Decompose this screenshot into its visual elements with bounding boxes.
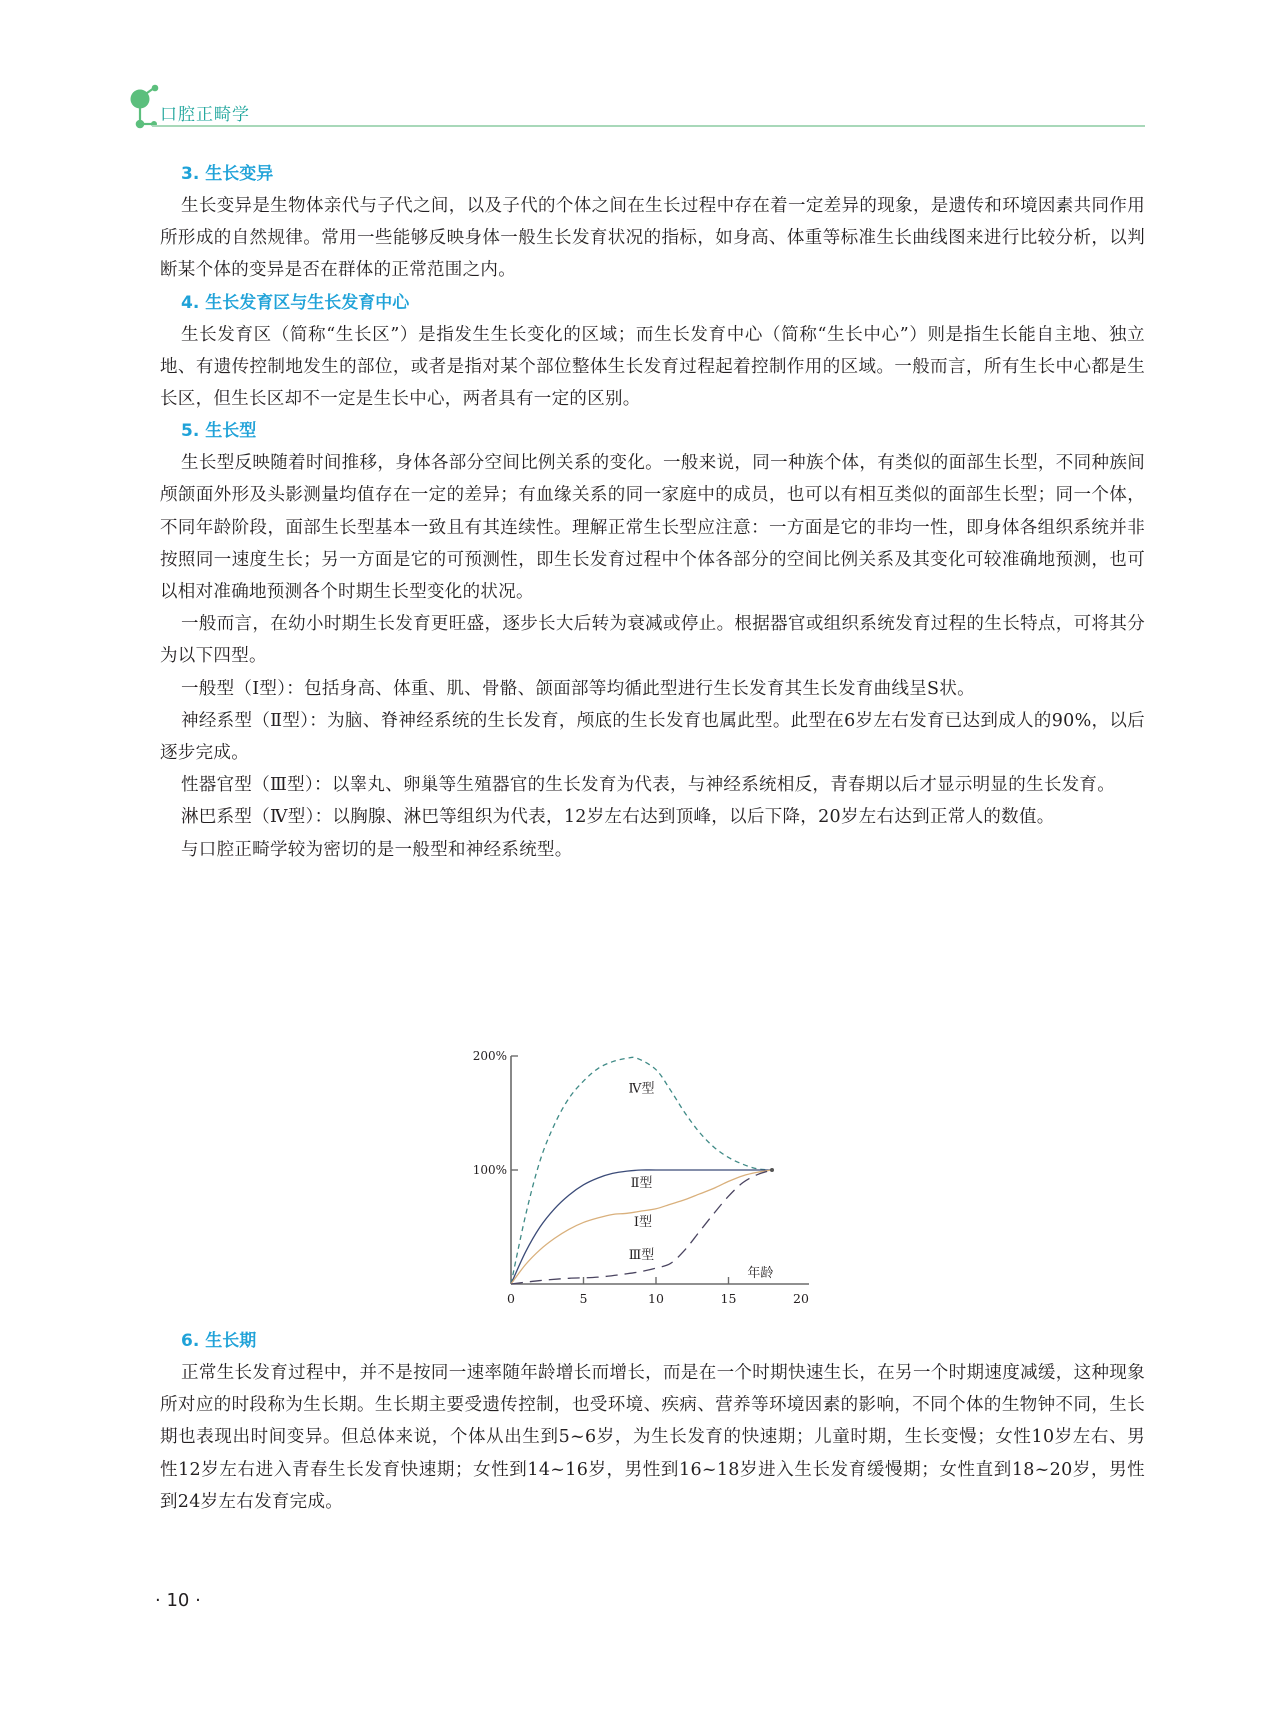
- x-tick-label: 5: [579, 1291, 588, 1306]
- paragraph: 与口腔正畸学较为密切的是一般型和神经系统型。: [181, 839, 573, 860]
- chart-svg: [440, 1040, 830, 1320]
- curves-end-point: [770, 1168, 774, 1172]
- x-tick-label: 20: [793, 1291, 809, 1306]
- page-number: · 10 ·: [155, 1590, 201, 1611]
- y-tick-label: 200%: [472, 1049, 507, 1063]
- section-6: [160, 1325, 1145, 1518]
- paragraph: 生长发育区（简称“生长区”）是指发生生长变化的区域；而生长发育中心（简称“生长中心”）则是指生长能自主地、独立地、有遗传控制地发生的部位，或者是指对某个部位整体生长发育过程起着控制作用的区域。一般而言，所有生长中心都是生长区，但生长区却不一定是生长中心，两者具有一定的区别。: [160, 324, 1145, 410]
- x-tick-label: 0: [507, 1291, 515, 1306]
- running-header: [130, 84, 1145, 134]
- label-type-ii: Ⅱ型: [630, 1176, 653, 1192]
- x-axis-label: 年龄: [747, 1266, 774, 1281]
- label-type-iv: Ⅳ型: [628, 1081, 655, 1097]
- section-heading: 4. 生长发育区与生长发育中心: [181, 292, 410, 313]
- main-content: [160, 158, 1145, 866]
- section-heading: 3. 生长变异: [181, 164, 274, 184]
- paragraph: 淋巴系型（Ⅳ型）：以胸腺、淋巴等组织为代表，12岁左右达到顶峰，以后下降，20岁左右达到正常人的数值。: [181, 807, 1055, 828]
- header-rule: [152, 125, 1145, 127]
- section-heading: 5. 生长型: [181, 421, 257, 442]
- paragraph: 生长型反映随着时间推移，身体各部分空间比例关系的变化。一般来说，同一种族个体，有类似的面部生长型，不同种族间颅颌面外形及头影测量均值存在一定的差异；有血缘关系的同一家庭中的成员，也可以有相互类似的面部生长型；同一个体，不同年龄阶段，面部生长型基本一致且有其连续性。理解正常生长型应注意：一方面是它的非均一性，即身体各组织系统并非按照同一速度生长；另一方面是它的可预测性，即生长发育过程中个体各部分的空间比例关系及其变化可较准确地预测，也可以相对准确地预测各个时期生长型变化的状况。: [160, 453, 1145, 603]
- x-tick-label: 10: [648, 1291, 664, 1306]
- paragraph: 一般型（Ⅰ型）：包括身高、体重、肌、骨骼、颌面部等均循此型进行生长发育其生长发育曲线呈S状。: [181, 678, 975, 699]
- paragraph: 一般而言，在幼小时期生长发育更旺盛，逐步长大后转为衰减或停止。根据器官或组织系统发育过程的生长特点，可将其分为以下四型。: [160, 614, 1145, 667]
- x-tick-label: 15: [720, 1291, 737, 1306]
- growth-type-chart: [440, 1040, 830, 1320]
- y-tick-label: 100%: [472, 1163, 507, 1177]
- paragraph: 神经系型（Ⅱ型）：为脑、脊神经系统的生长发育，颅底的生长发育也属此型。此型在6岁左右发育已达到成人的90%，以后逐步完成。: [160, 710, 1145, 764]
- paragraph: 正常生长发育过程中，并不是按同一速率随年龄增长而增长，而是在一个时期快速生长，在另一个时期速度减缓，这种现象所对应的时段称为生长期。生长期主要受遗传控制，也受环境、疾病、营养等环境因素的影响，不同个体的生物钟不同，生长期也表现出时间变异。但总体来说，个体从出生到5~6岁，为生长发育的快速期；儿童时期，生长变慢；女性10岁左右、男性12岁左右进入青春生长发育快速期；女性到14~16岁，男性到16~18岁进入生长发育缓慢期；女性直到18~20岁，男性到24岁左右发育完成。: [160, 1363, 1145, 1512]
- book-title: 口腔正畸学: [160, 105, 250, 125]
- section-heading: 6. 生长期: [181, 1331, 257, 1351]
- paragraph: 生长变异是生物体亲代与子代之间，以及子代的个体之间在生长过程中存在着一定差异的现象，是遗传和环境因素共同作用所形成的自然规律。常用一些能够反映身体一般生长发育状况的指标，如身高、体重等标准生长曲线图来进行比较分析，以判断某个体的变异是否在群体的正常范围之内。: [160, 196, 1145, 281]
- label-type-iii: Ⅲ型: [628, 1247, 655, 1263]
- label-type-i: Ⅰ型: [633, 1214, 653, 1230]
- paragraph: 性器官型（Ⅲ型）：以睾丸、卵巢等生殖器官的生长发育为代表，与神经系统相反，青春期以后才显示明显的生长发育。: [181, 775, 1116, 796]
